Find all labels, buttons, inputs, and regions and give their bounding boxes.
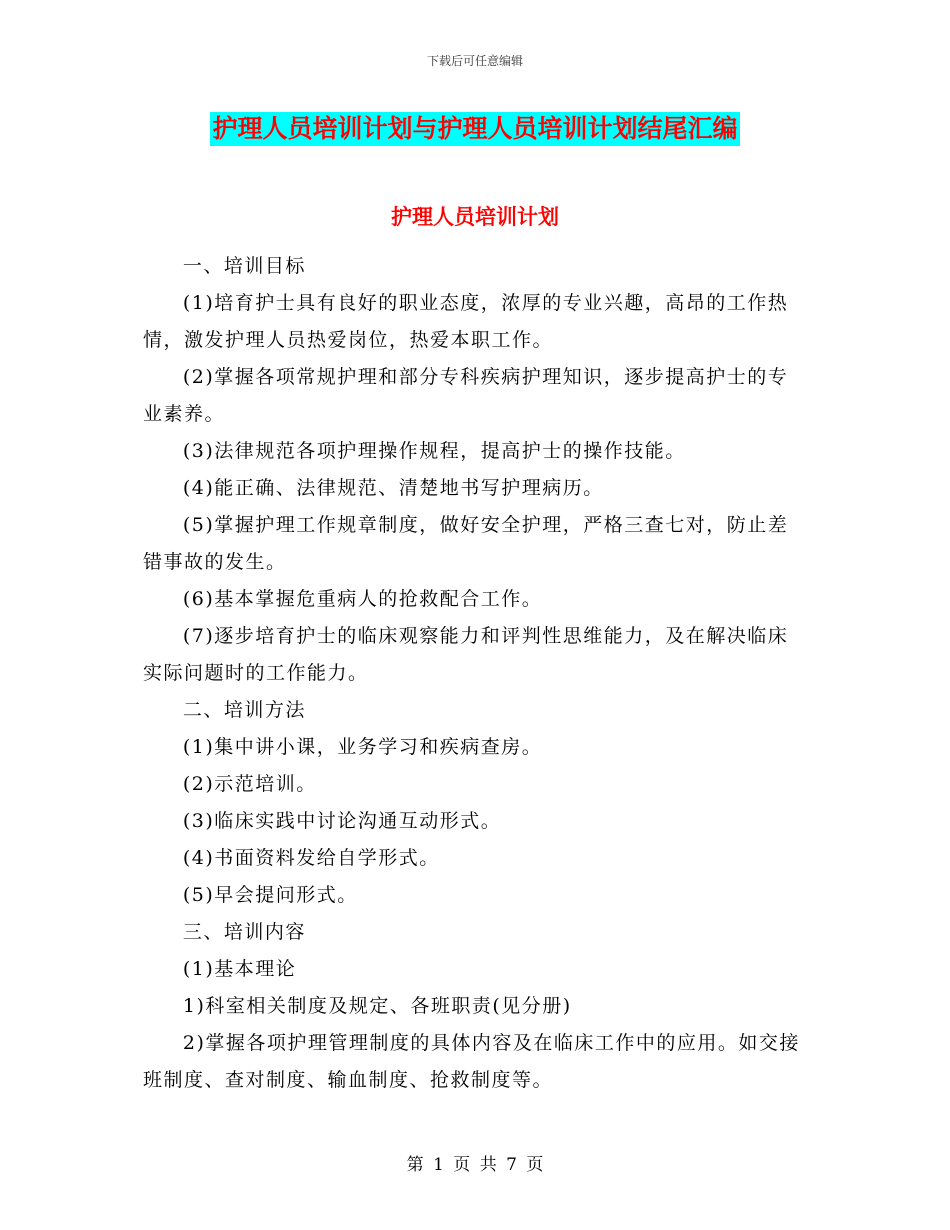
heading-training-methods: 二、培训方法 [182,699,306,721]
paragraph: (2)掌握各项常规护理和部分专科疾病护理知识，逐步提高护士的专业素养。 [143,366,789,425]
main-title-container [0,112,950,146]
paragraph: 1)科室相关制度及规定、各班职责(见分册) [182,995,572,1017]
paragraph: (5)掌握护理工作规章制度，做好安全护理，严格三查七对，防止差错事故的发生。 [143,514,789,573]
paragraph: (1)集中讲小课，业务学习和疾病查房。 [182,736,543,758]
page-footer: 第 1 页 共 7 页 [406,1155,544,1175]
paragraph: (7)逐步培育护士的临床观察能力和评判性思维能力，及在解决临床实际问题时的工作能力。 [143,625,789,684]
paragraph: (4)能正确、法律规范、清楚地书写护理病历。 [182,477,604,499]
paragraph: (3)法律规范各项护理操作规程，提高护士的操作技能。 [182,440,686,462]
heading-training-goals: 一、培训目标 [182,255,306,277]
heading-training-content: 三、培训内容 [182,921,306,943]
paragraph: (1)基本理论 [182,958,297,980]
paragraph: (1)培育护士具有良好的职业态度，浓厚的专业兴趣，高昂的工作热情，激发护理人员热爱岗位，热爱本职工作。 [143,292,789,351]
paragraph: (2)示范培训。 [182,773,317,795]
paragraph: 2)掌握各项护理管理制度的具体内容及在临床工作中的应用。如交接班制度、查对制度、输血制度、抢救制度等。 [143,1032,800,1091]
paragraph: (6)基本掌握危重病人的抢救配合工作。 [182,588,543,610]
header-note: 下载后可任意编辑 [426,54,523,68]
document-body [143,248,808,1099]
section-title: 护理人员培训计划 [391,204,559,229]
paragraph: (5)早会提问形式。 [182,884,358,906]
main-title: 护理人员培训计划与护理人员培训计划结尾汇编 [210,112,739,146]
paragraph: (4)书面资料发给自学形式。 [182,847,440,869]
paragraph: (3)临床实践中讨论沟通互动形式。 [182,810,502,832]
